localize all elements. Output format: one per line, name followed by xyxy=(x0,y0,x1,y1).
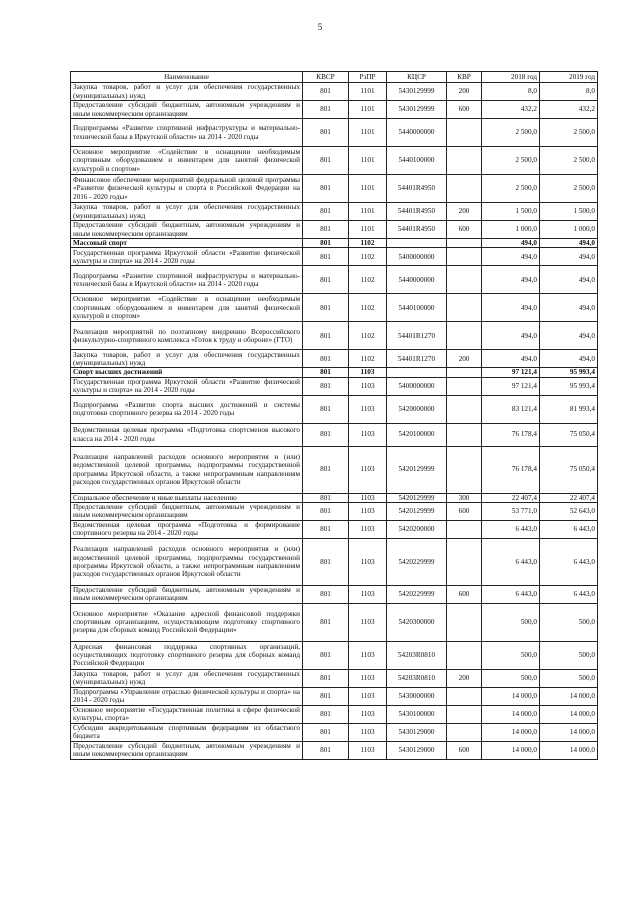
cell-kvr xyxy=(447,603,482,641)
cell-kvsr: 801 xyxy=(303,221,349,239)
cell-kvr xyxy=(447,322,482,350)
cell-kcsr: 5420129999 xyxy=(387,493,447,502)
cell-kvr xyxy=(447,395,482,423)
cell-name: Государственная программа Иркутской области «Развитие физической культуры и спорта» на 2014 - 2020 годы xyxy=(71,377,303,395)
cell-kvr: 200 xyxy=(447,669,482,687)
cell-name: Подпрограмма «Развитие спорта высших достижений и системы подготовки спортивного резерва на 2014 - 2020 годы xyxy=(71,395,303,423)
cell-kvsr: 801 xyxy=(303,147,349,175)
cell-kvsr: 801 xyxy=(303,687,349,705)
cell-kcsr: 54401R1270 xyxy=(387,350,447,368)
cell-kvr xyxy=(447,266,482,294)
cell-2019: 494,0 xyxy=(540,248,598,266)
cell-2018: 1 500,0 xyxy=(482,203,540,221)
cell-name: Ведомственная целевая программа «Подготовка и формирование спортивного резерва на 2014 - 2020 годы xyxy=(71,520,303,538)
cell-2018: 14 000,0 xyxy=(482,687,540,705)
cell-2018: 1 000,0 xyxy=(482,221,540,239)
cell-kvr: 600 xyxy=(447,502,482,520)
cell-rzpr: 1103 xyxy=(349,538,387,585)
cell-kcsr: 5430129000 xyxy=(387,741,447,759)
cell-kvsr: 801 xyxy=(303,248,349,266)
cell-2018: 97 121,4 xyxy=(482,368,540,377)
cell-kvsr: 801 xyxy=(303,101,349,119)
cell-rzpr: 1103 xyxy=(349,741,387,759)
cell-2018: 494,0 xyxy=(482,248,540,266)
cell-kcsr: 5420229999 xyxy=(387,585,447,603)
cell-name: Подпрограмма «Развитие спортивной инфраструктуры и материально- технической базы в Иркутской области» на 2014 - 2020 годы xyxy=(71,266,303,294)
cell-kcsr: 54401R4950 xyxy=(387,203,447,221)
cell-2019: 75 050,4 xyxy=(540,423,598,446)
cell-kvsr: 801 xyxy=(303,395,349,423)
cell-kvsr: 801 xyxy=(303,585,349,603)
cell-kvsr: 801 xyxy=(303,538,349,585)
cell-kvsr: 801 xyxy=(303,119,349,147)
cell-rzpr: 1102 xyxy=(349,322,387,350)
cell-name: Предоставление субсидий бюджетным, автономным учреждениям и иным некоммерческим организациям xyxy=(71,221,303,239)
cell-rzpr: 1101 xyxy=(349,203,387,221)
cell-2018: 494,0 xyxy=(482,294,540,322)
cell-kvsr: 801 xyxy=(303,741,349,759)
cell-2018: 500,0 xyxy=(482,603,540,641)
cell-rzpr: 1103 xyxy=(349,585,387,603)
table-row xyxy=(71,395,598,423)
cell-kvsr: 801 xyxy=(303,294,349,322)
cell-name: Ведомственная целевая программа «Подготовка спортсменов высокого класса на 2014 - 2020 годы xyxy=(71,423,303,446)
cell-name: Социальное обеспечение и иные выплаты населению xyxy=(71,493,303,502)
table-row xyxy=(71,239,598,248)
cell-rzpr: 1103 xyxy=(349,687,387,705)
cell-kcsr: 5420129999 xyxy=(387,502,447,520)
cell-kcsr: 5420000000 xyxy=(387,395,447,423)
cell-kcsr: 5440000000 xyxy=(387,266,447,294)
cell-rzpr: 1103 xyxy=(349,377,387,395)
cell-rzpr: 1102 xyxy=(349,266,387,294)
page-number: 5 xyxy=(317,22,323,32)
cell-rzpr: 1101 xyxy=(349,147,387,175)
cell-2019: 6 443,0 xyxy=(540,538,598,585)
cell-2018: 14 000,0 xyxy=(482,741,540,759)
cell-kcsr: 5400000000 xyxy=(387,248,447,266)
cell-rzpr: 1103 xyxy=(349,368,387,377)
cell-2018: 2 500,0 xyxy=(482,119,540,147)
cell-kvr: 300 xyxy=(447,493,482,502)
header-name: Наименование xyxy=(71,72,303,83)
cell-name: Подпрограмма «Управление отраслью физической культуры и спорта» на 2014 - 2020 годы xyxy=(71,687,303,705)
cell-kvr: 200 xyxy=(447,350,482,368)
cell-2019: 500,0 xyxy=(540,669,598,687)
cell-2018: 494,0 xyxy=(482,350,540,368)
cell-name: Массовый спорт xyxy=(71,239,303,248)
table-row xyxy=(71,377,598,395)
cell-kcsr: 5420100000 xyxy=(387,423,447,446)
cell-rzpr: 1101 xyxy=(349,83,387,101)
cell-2019: 14 000,0 xyxy=(540,687,598,705)
cell-kvr: 600 xyxy=(447,741,482,759)
cell-kvsr: 801 xyxy=(303,322,349,350)
cell-kvr: 200 xyxy=(447,83,482,101)
cell-rzpr: 1103 xyxy=(349,395,387,423)
cell-kvr xyxy=(447,705,482,723)
cell-kvsr: 801 xyxy=(303,723,349,741)
cell-kcsr: 5430129999 xyxy=(387,83,447,101)
cell-kvr xyxy=(447,119,482,147)
cell-kvsr: 801 xyxy=(303,669,349,687)
cell-2018: 500,0 xyxy=(482,641,540,669)
cell-name: Финансовое обеспечение мероприятий федеральной целевой программы «Развитие физической культуры и спорта в Российской Федерации на 2016 - 2020 годы» xyxy=(71,175,303,203)
cell-kvsr: 801 xyxy=(303,350,349,368)
cell-kvr xyxy=(447,248,482,266)
cell-kvsr: 801 xyxy=(303,266,349,294)
cell-2018: 2 500,0 xyxy=(482,147,540,175)
cell-2019: 14 000,0 xyxy=(540,723,598,741)
table-row xyxy=(71,248,598,266)
cell-rzpr: 1103 xyxy=(349,502,387,520)
table-row xyxy=(71,538,598,585)
cell-kvsr: 801 xyxy=(303,175,349,203)
table-row xyxy=(71,669,598,687)
cell-name: Закупка товаров, работ и услуг для обеспечения государственных (муниципальных) нужд xyxy=(71,203,303,221)
table-row xyxy=(71,687,598,705)
cell-kcsr: 5430129000 xyxy=(387,723,447,741)
table-row xyxy=(71,741,598,759)
cell-kvr: 200 xyxy=(447,203,482,221)
table-row xyxy=(71,423,598,446)
cell-kcsr: 5430000000 xyxy=(387,687,447,705)
cell-kvsr: 801 xyxy=(303,368,349,377)
cell-2019: 95 993,4 xyxy=(540,368,598,377)
cell-kcsr: 5420229999 xyxy=(387,538,447,585)
cell-name: Закупка товаров, работ и услуг для обеспечения государственных (муниципальных) нужд xyxy=(71,669,303,687)
table-row xyxy=(71,203,598,221)
table-row xyxy=(71,723,598,741)
cell-kvsr: 801 xyxy=(303,239,349,248)
cell-rzpr: 1103 xyxy=(349,669,387,687)
cell-2019: 494,0 xyxy=(540,322,598,350)
cell-rzpr: 1103 xyxy=(349,603,387,641)
cell-kvr xyxy=(447,423,482,446)
cell-name: Реализация направлений расходов основного мероприятия и (или) ведомственной целевой программы, подпрограммы государственной программы Иркутской области, а также непрограммным направлениям расходов государственных органов Иркутской области xyxy=(71,446,303,493)
table-row xyxy=(71,446,598,493)
table-row xyxy=(71,603,598,641)
cell-2018: 6 443,0 xyxy=(482,538,540,585)
cell-kvr xyxy=(447,147,482,175)
cell-kvr xyxy=(447,723,482,741)
cell-2019: 494,0 xyxy=(540,350,598,368)
cell-kvr: 600 xyxy=(447,101,482,119)
table-row xyxy=(71,101,598,119)
cell-kvr xyxy=(447,239,482,248)
cell-rzpr: 1103 xyxy=(349,705,387,723)
cell-2018: 494,0 xyxy=(482,239,540,248)
cell-kcsr: 5420129999 xyxy=(387,446,447,493)
header-rzpr: РзПР xyxy=(349,72,387,83)
table-row xyxy=(71,294,598,322)
cell-kvsr: 801 xyxy=(303,641,349,669)
table-row xyxy=(71,119,598,147)
cell-kvr xyxy=(447,446,482,493)
cell-kvsr: 801 xyxy=(303,603,349,641)
cell-kvr xyxy=(447,687,482,705)
table-row xyxy=(71,221,598,239)
cell-kvsr: 801 xyxy=(303,423,349,446)
cell-kvr xyxy=(447,368,482,377)
cell-kcsr: 5440100000 xyxy=(387,294,447,322)
cell-name: Реализация мероприятий по поэтапному внедрению Всероссийского физкультурно-спортивного комплекса «Готов к труду и обороне» (ГТО) xyxy=(71,322,303,350)
cell-rzpr: 1102 xyxy=(349,239,387,248)
header-2019: 2019 год xyxy=(540,72,598,83)
cell-kvsr: 801 xyxy=(303,502,349,520)
table-row xyxy=(71,520,598,538)
budget-table xyxy=(70,71,598,760)
cell-2018: 76 178,4 xyxy=(482,423,540,446)
cell-kcsr xyxy=(387,239,447,248)
table-row xyxy=(71,585,598,603)
cell-name: Основное мероприятие «Содействие в оснащении необходимым спортивным оборудованием и инвентарем для занятий физической культурой и спортом» xyxy=(71,147,303,175)
header-kvr: КВР xyxy=(447,72,482,83)
cell-name: Предоставление субсидий бюджетным, автономным учреждениям и иным некоммерческим организациям xyxy=(71,741,303,759)
cell-kcsr: 54203R0810 xyxy=(387,641,447,669)
cell-2018: 6 443,0 xyxy=(482,520,540,538)
table-row xyxy=(71,147,598,175)
cell-2018: 494,0 xyxy=(482,266,540,294)
cell-rzpr: 1101 xyxy=(349,119,387,147)
cell-2018: 2 500,0 xyxy=(482,175,540,203)
cell-name: Государственная программа Иркутской области «Развитие физической культуры и спорта» на 2014 - 2020 годы xyxy=(71,248,303,266)
table-header-row xyxy=(71,72,598,83)
header-kvsr: КВСР xyxy=(303,72,349,83)
cell-rzpr: 1103 xyxy=(349,520,387,538)
table-row xyxy=(71,705,598,723)
cell-kvr xyxy=(447,538,482,585)
cell-2019: 500,0 xyxy=(540,603,598,641)
cell-kcsr: 5430100000 xyxy=(387,705,447,723)
cell-rzpr: 1101 xyxy=(349,101,387,119)
cell-2018: 500,0 xyxy=(482,669,540,687)
table-row xyxy=(71,175,598,203)
cell-kvr: 600 xyxy=(447,221,482,239)
cell-2018: 22 407,4 xyxy=(482,493,540,502)
cell-2019: 6 443,0 xyxy=(540,520,598,538)
cell-name: Спорт высших достижений xyxy=(71,368,303,377)
cell-name: Предоставление субсидий бюджетным, автономным учреждениям и иным некоммерческим организациям xyxy=(71,502,303,520)
table-row xyxy=(71,368,598,377)
cell-kcsr: 5400000000 xyxy=(387,377,447,395)
cell-kcsr: 54401R1270 xyxy=(387,322,447,350)
cell-2018: 6 443,0 xyxy=(482,585,540,603)
cell-2019: 8,0 xyxy=(540,83,598,101)
cell-rzpr: 1103 xyxy=(349,493,387,502)
cell-2018: 83 121,4 xyxy=(482,395,540,423)
cell-2019: 500,0 xyxy=(540,641,598,669)
cell-kvr xyxy=(447,377,482,395)
cell-kcsr: 5420200000 xyxy=(387,520,447,538)
cell-rzpr: 1102 xyxy=(349,350,387,368)
header-2018: 2018 год xyxy=(482,72,540,83)
table-row xyxy=(71,502,598,520)
cell-name: Подпрограмма «Развитие спортивной инфраструктуры и материально- технической базы в Иркутской области» на 2014 - 2020 годы xyxy=(71,119,303,147)
cell-name: Предоставление субсидий бюджетным, автономным учреждениям и иным некоммерческим организациям xyxy=(71,101,303,119)
cell-2019: 2 500,0 xyxy=(540,147,598,175)
header-kcsr: КЦСР xyxy=(387,72,447,83)
cell-rzpr: 1101 xyxy=(349,175,387,203)
cell-2019: 14 000,0 xyxy=(540,705,598,723)
cell-2019: 75 050,4 xyxy=(540,446,598,493)
cell-2019: 6 443,0 xyxy=(540,585,598,603)
cell-name: Основное мероприятие «Государственная политика в сфере физической культуры, спорта» xyxy=(71,705,303,723)
cell-kcsr xyxy=(387,368,447,377)
cell-kcsr: 5420300000 xyxy=(387,603,447,641)
table-row xyxy=(71,350,598,368)
cell-rzpr: 1103 xyxy=(349,423,387,446)
cell-2019: 494,0 xyxy=(540,266,598,294)
cell-name: Закупка товаров, работ и услуг для обеспечения государственных (муниципальных) нужд xyxy=(71,350,303,368)
cell-name: Адресная финансовая поддержка спортивных организаций, осуществляющих подготовку спортивного резерва для сборных команд Российской Федерации xyxy=(71,641,303,669)
cell-2018: 97 121,4 xyxy=(482,377,540,395)
cell-2019: 2 500,0 xyxy=(540,119,598,147)
table-body xyxy=(71,83,598,760)
table-row xyxy=(71,83,598,101)
cell-2018: 14 000,0 xyxy=(482,723,540,741)
cell-name: Основное мероприятие «Оказание адресной финансовой поддержки спортивным организациям, осуществляющим подготовку спортивного резерва для сборных команд Российской Федерации» xyxy=(71,603,303,641)
cell-kcsr: 54401R4950 xyxy=(387,175,447,203)
cell-name: Предоставление субсидий бюджетным, автономным учреждениям и иным некоммерческим организациям xyxy=(71,585,303,603)
cell-kcsr: 5430129999 xyxy=(387,101,447,119)
cell-2019: 2 500,0 xyxy=(540,175,598,203)
cell-name: Закупка товаров, работ и услуг для обеспечения государственных (муниципальных) нужд xyxy=(71,83,303,101)
table-row xyxy=(71,266,598,294)
cell-kcsr: 5440100000 xyxy=(387,147,447,175)
cell-kcsr: 5440000000 xyxy=(387,119,447,147)
cell-rzpr: 1102 xyxy=(349,248,387,266)
cell-kvsr: 801 xyxy=(303,705,349,723)
cell-2018: 53 771,0 xyxy=(482,502,540,520)
cell-2018: 8,0 xyxy=(482,83,540,101)
cell-rzpr: 1101 xyxy=(349,221,387,239)
cell-2018: 14 000,0 xyxy=(482,705,540,723)
cell-2019: 1 500,0 xyxy=(540,203,598,221)
cell-2019: 52 643,0 xyxy=(540,502,598,520)
cell-kvr: 600 xyxy=(447,585,482,603)
cell-2019: 432,2 xyxy=(540,101,598,119)
cell-kcsr: 54203R0810 xyxy=(387,669,447,687)
cell-kvsr: 801 xyxy=(303,203,349,221)
cell-name: Основное мероприятие «Содействие в оснащении необходимым спортивным оборудованием и инвентарем для занятий физической культурой и спортом» xyxy=(71,294,303,322)
cell-kvr xyxy=(447,294,482,322)
cell-kvr xyxy=(447,175,482,203)
table-row xyxy=(71,641,598,669)
cell-rzpr: 1103 xyxy=(349,446,387,493)
cell-kcsr: 54401R4950 xyxy=(387,221,447,239)
cell-kvsr: 801 xyxy=(303,377,349,395)
cell-2019: 22 407,4 xyxy=(540,493,598,502)
cell-2019: 95 993,4 xyxy=(540,377,598,395)
cell-kvsr: 801 xyxy=(303,520,349,538)
cell-2018: 76 178,4 xyxy=(482,446,540,493)
table-row xyxy=(71,322,598,350)
cell-name: Субсидии аккредитованным спортивным федерациям из областного бюджета xyxy=(71,723,303,741)
cell-kvsr: 801 xyxy=(303,493,349,502)
cell-rzpr: 1103 xyxy=(349,723,387,741)
cell-kvr xyxy=(447,520,482,538)
cell-2019: 494,0 xyxy=(540,239,598,248)
cell-kvsr: 801 xyxy=(303,83,349,101)
cell-2019: 494,0 xyxy=(540,294,598,322)
cell-2019: 1 000,0 xyxy=(540,221,598,239)
table-row xyxy=(71,493,598,502)
cell-name: Реализация направлений расходов основного мероприятия и (или) ведомственной целевой программы, подпрограммы государственной программы Иркутской области, а также непрограммным направлениям расходов государственных органов Иркутской области xyxy=(71,538,303,585)
cell-rzpr: 1102 xyxy=(349,294,387,322)
cell-kvsr: 801 xyxy=(303,446,349,493)
cell-2019: 81 993,4 xyxy=(540,395,598,423)
cell-rzpr: 1103 xyxy=(349,641,387,669)
cell-2018: 494,0 xyxy=(482,322,540,350)
cell-2019: 14 000,0 xyxy=(540,741,598,759)
cell-kvr xyxy=(447,641,482,669)
cell-2018: 432,2 xyxy=(482,101,540,119)
